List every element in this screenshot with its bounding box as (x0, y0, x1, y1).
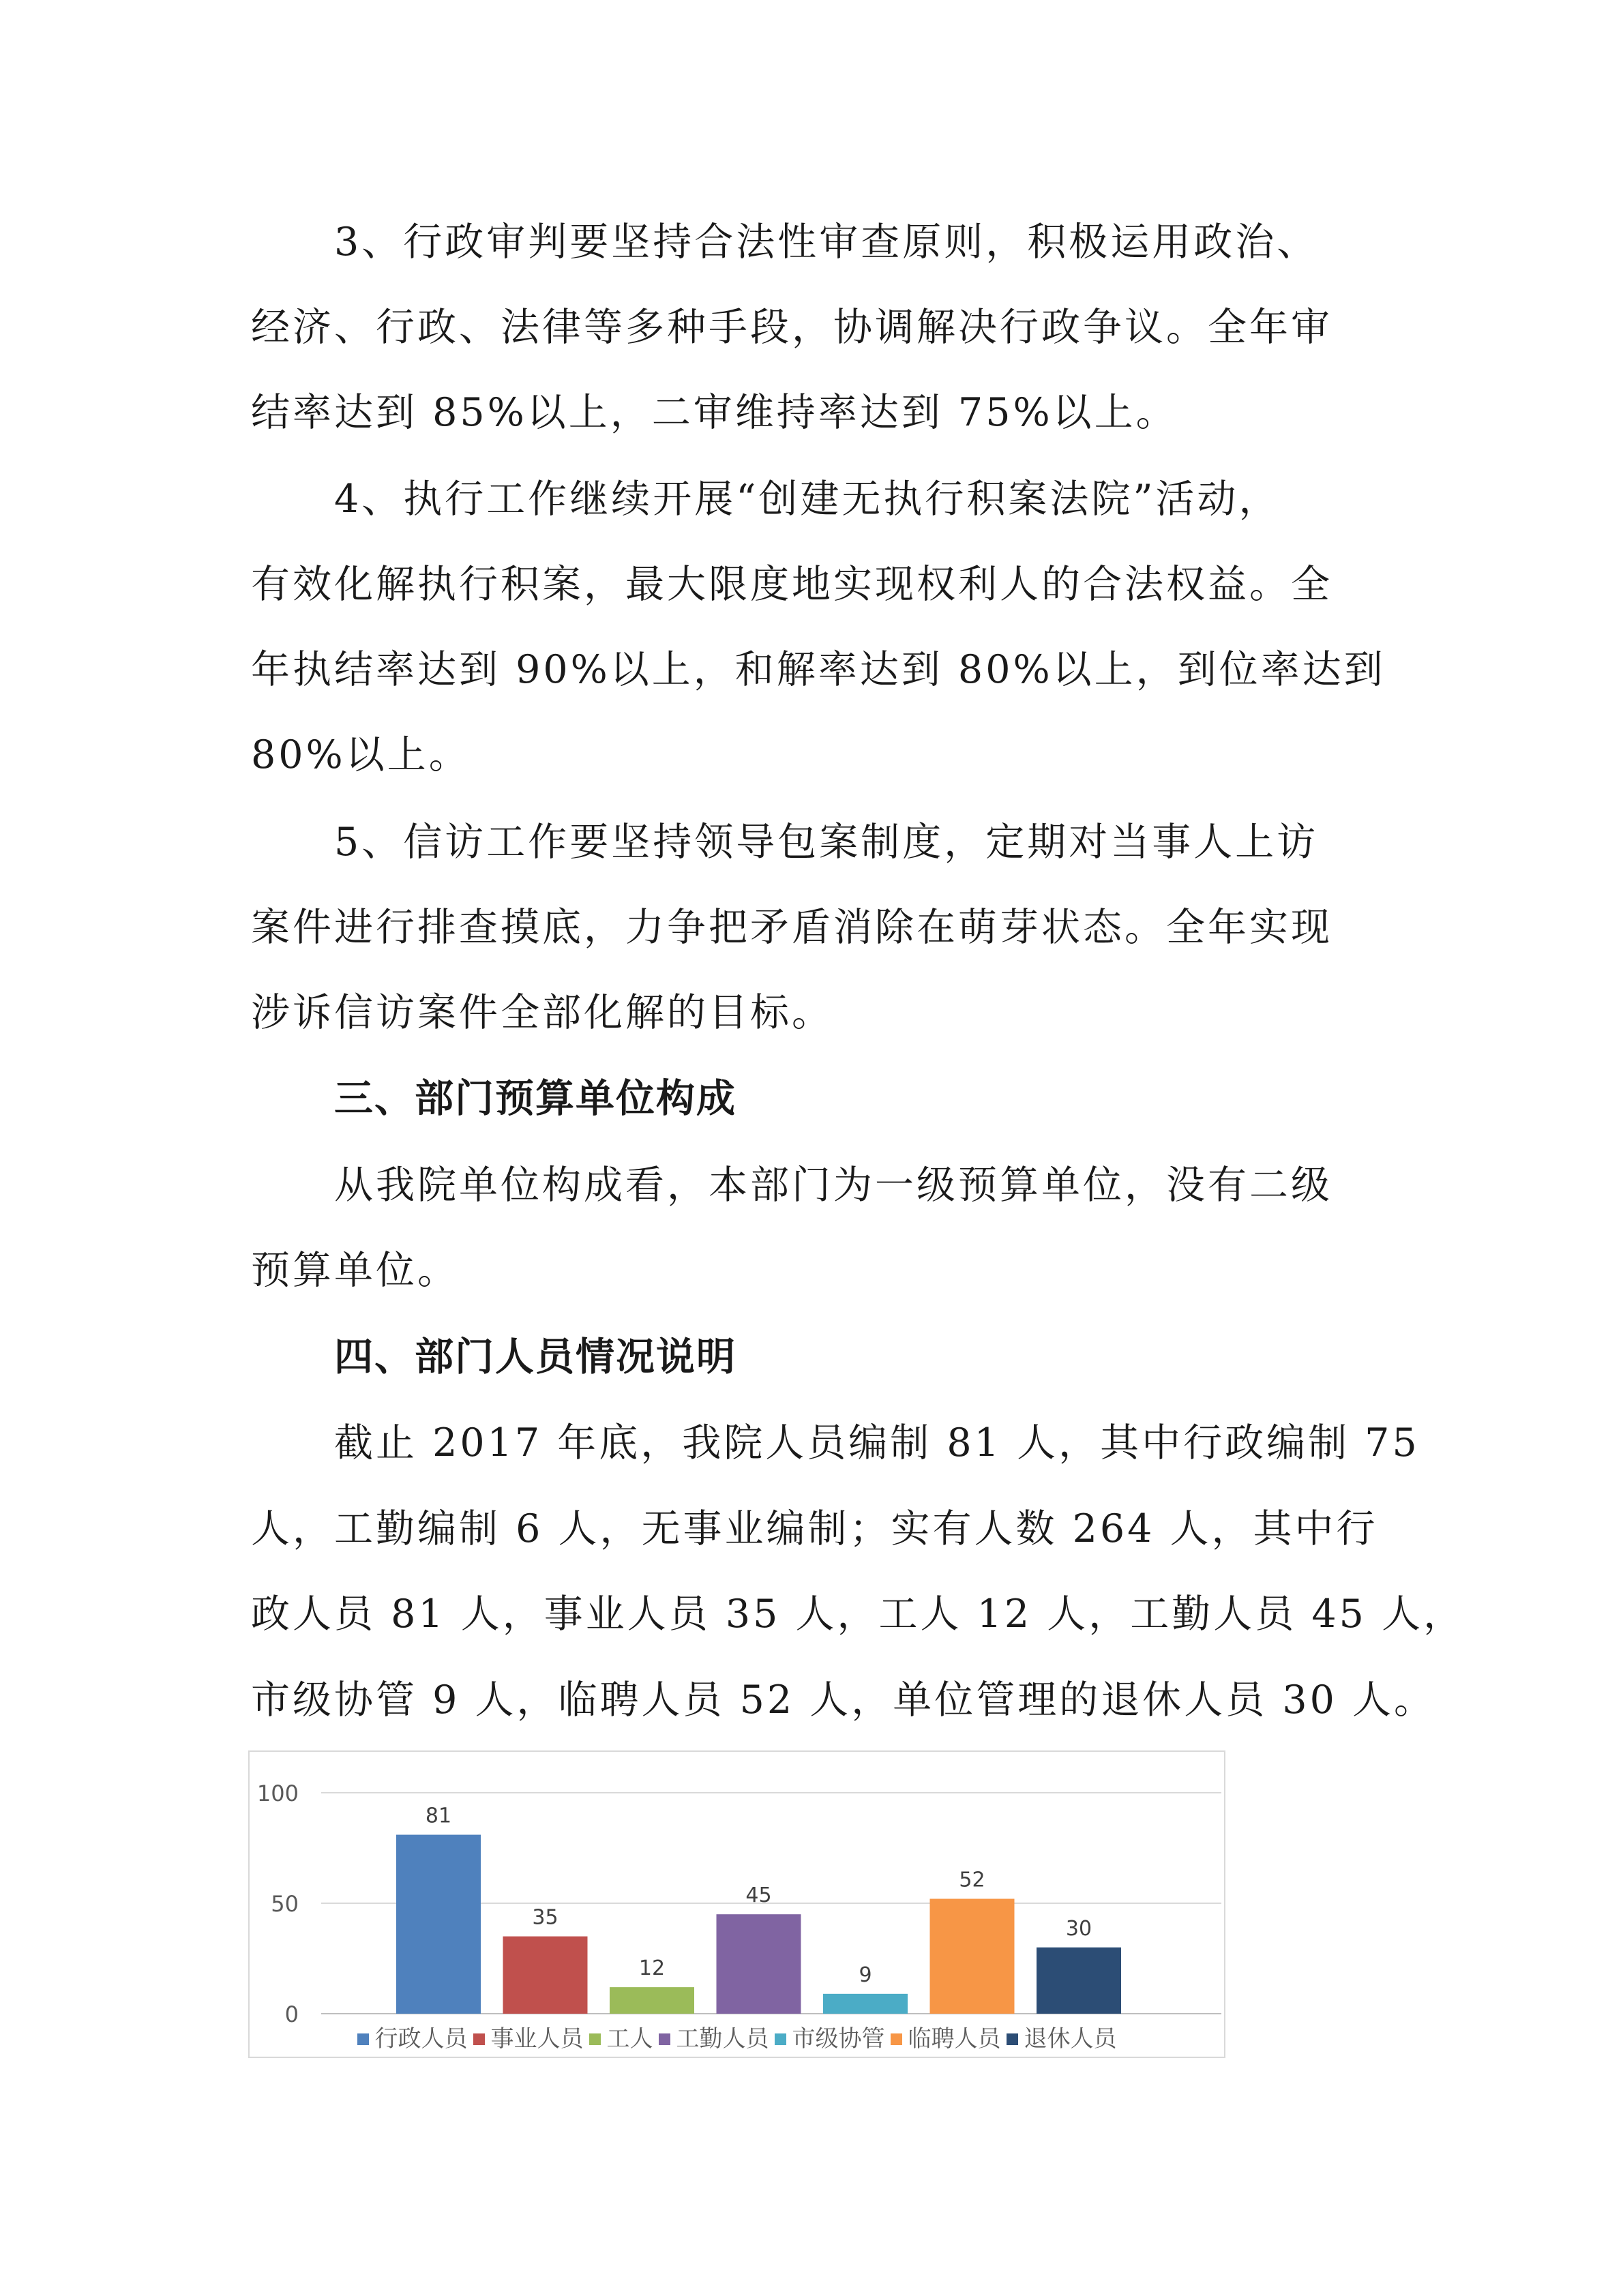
legend-label: 退休人员 (1024, 2025, 1117, 2053)
paragraph-line: 结率达到 85%以上，二审维持率达到 75%以上。 (251, 390, 1178, 435)
legend-swatch (775, 2033, 786, 2045)
bar-5 (823, 1994, 908, 2014)
section-heading: 三、部门预算单位构成 (334, 1076, 736, 1121)
staff-bar-chart (248, 1750, 1225, 2058)
bar-7 (1037, 1948, 1121, 2014)
legend-swatch (1007, 2033, 1018, 2045)
legend-swatch (659, 2033, 670, 2045)
paragraph-line: 截止 2017 年底，我院人员编制 81 人，其中行政编制 75 (334, 1420, 1420, 1465)
bar-1 (396, 1835, 481, 2014)
data-label: 45 (745, 1883, 772, 1908)
legend-label: 工勤人员 (676, 2025, 769, 2053)
legend-item (357, 2020, 468, 2053)
paragraph-line: 有效化解执行积案，最大限度地实现权利人的合法权益。全 (251, 562, 1332, 607)
legend-label: 市级协管 (792, 2025, 885, 2053)
data-label: 35 (532, 1905, 559, 1930)
legend-item (473, 2020, 584, 2053)
paragraph-line: 5、信访工作要坚持领导包案制度，定期对当事人上访 (334, 820, 1319, 865)
paragraph-line: 案件进行排查摸底，力争把矛盾消除在萌芽状态。全年实现 (251, 905, 1332, 950)
legend-item (659, 2020, 769, 2053)
paragraph-line: 预算单位。 (251, 1248, 459, 1293)
legend-item (589, 2020, 653, 2053)
legend-label: 事业人员 (490, 2025, 584, 2053)
paragraph-line: 3、行政审判要坚持合法性审查原则，积极运用政治、 (334, 220, 1319, 265)
data-label: 9 (859, 1963, 872, 1987)
bar-6 (930, 1899, 1015, 2014)
legend-item (775, 2020, 885, 2053)
legend-item (1007, 2020, 1117, 2053)
bar-2 (503, 1937, 588, 2014)
paragraph-line: 从我院单位构成看，本部门为一级预算单位，没有二级 (334, 1163, 1332, 1208)
section-heading: 四、部门人员情况说明 (334, 1335, 736, 1380)
paragraph-line: 市级协管 9 人，临聘人员 52 人，单位管理的退休人员 30 人。 (251, 1678, 1436, 1723)
bar-4 (717, 1914, 801, 2014)
paragraph-line: 涉诉信访案件全部化解的目标。 (251, 990, 833, 1035)
paragraph-line: 年执结率达到 90%以上，和解率达到 80%以上，到位率达到 (251, 647, 1386, 692)
legend-swatch (473, 2033, 485, 2045)
chart-legend (250, 2020, 1224, 2053)
data-label: 30 (1065, 1916, 1092, 1941)
paragraph-line: 80%以上。 (251, 732, 471, 777)
legend-label: 工人 (606, 2025, 653, 2053)
bar-3 (610, 1987, 694, 2014)
data-label: 12 (638, 1956, 666, 1981)
legend-label: 临聘人员 (908, 2025, 1001, 2053)
legend-label: 行政人员 (374, 2025, 468, 2053)
legend-item (891, 2020, 1001, 2053)
paragraph-line: 政人员 81 人，事业人员 35 人，工人 12 人，工勤人员 45 人， (251, 1592, 1465, 1637)
paragraph-line: 经济、行政、法律等多种手段，协调解决行政争议。全年审 (251, 305, 1332, 350)
legend-swatch (589, 2033, 601, 2045)
y-tick-label: 0 (284, 2001, 299, 2027)
legend-swatch (357, 2033, 369, 2045)
chart-plot (250, 1752, 1227, 2059)
paragraph-line: 人，工勤编制 6 人，无事业编制；实有人数 264 人，其中行 (251, 1506, 1378, 1551)
data-label: 81 (425, 1804, 452, 1828)
paragraph-line: 4、执行工作继续开展“创建无执行积案法院”活动， (334, 477, 1281, 522)
y-tick-label: 50 (271, 1891, 299, 1917)
legend-swatch (891, 2033, 902, 2045)
y-tick-label: 100 (256, 1780, 299, 1806)
data-label: 52 (959, 1868, 985, 1892)
